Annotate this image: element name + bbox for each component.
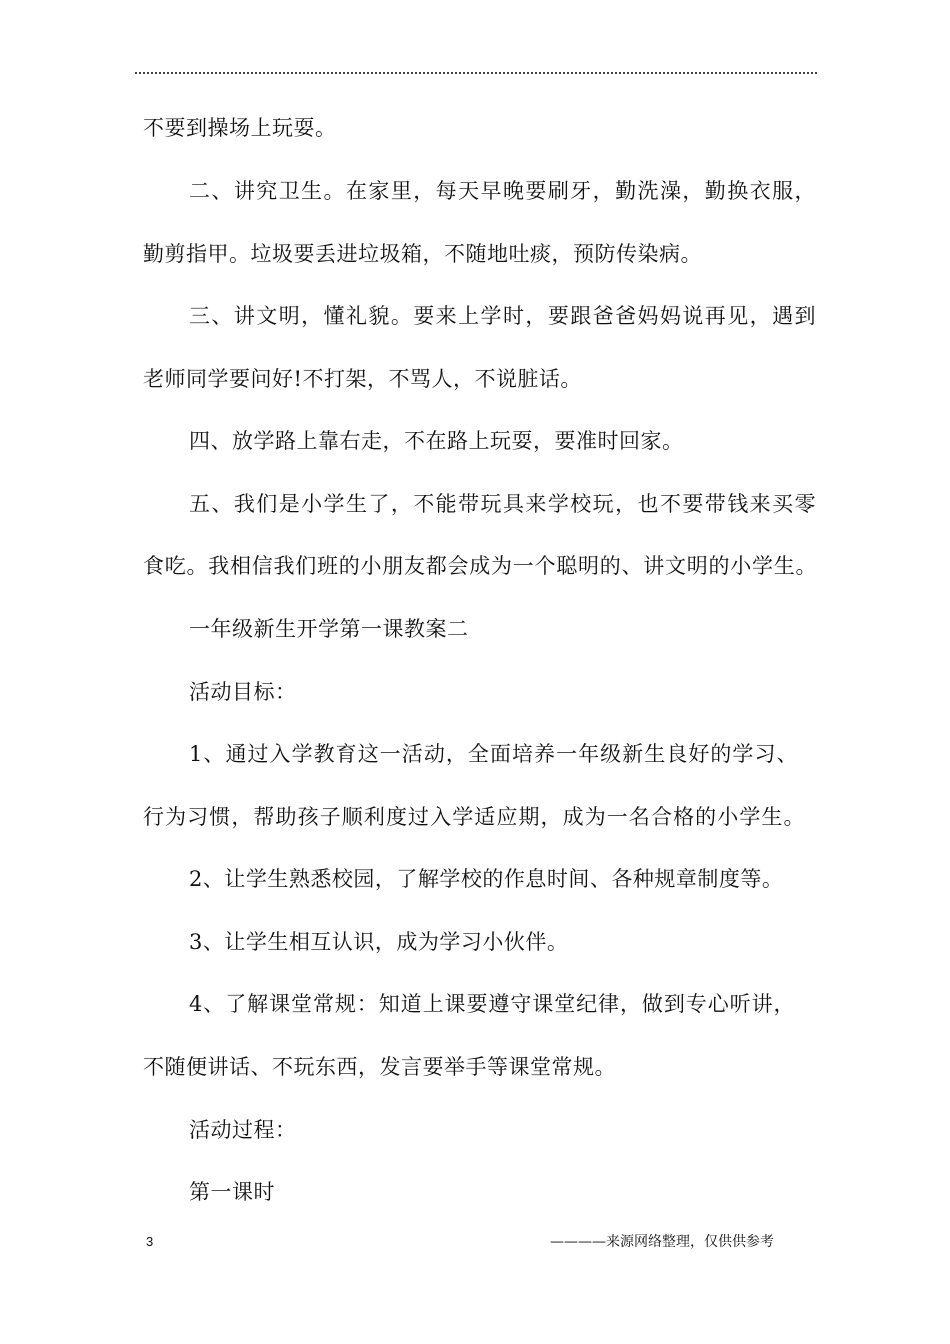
text-line: 行为习惯，帮助孩子顺利度过入学适应期，成为一名合格的小学生。 (143, 805, 805, 829)
text-line: 1、通过入学教育这一活动，全面培养一年级新生良好的学习、 (189, 742, 798, 766)
subheading: 活动目标： (189, 680, 297, 704)
header-rule (135, 72, 817, 74)
text-line: 2、让学生熟悉校园，了解学校的作息时间、各种规章制度等。 (189, 867, 784, 891)
footer-note: ————来源网络整理，仅供供参考 (550, 1234, 774, 1250)
subheading: 活动过程： (189, 1118, 297, 1142)
page-number: 3 (146, 1234, 154, 1249)
text-line: 食吃。我相信我们班的小朋友都会成为一个聪明的、讲文明的小学生。 (143, 554, 817, 578)
text-line: 3、让学生相互认识，成为学习小伙伴。 (189, 930, 569, 954)
section-heading: 一年级新生开学第一课教案二 (189, 617, 469, 641)
text-line: 二、讲究卫生。在家里，每天早晚要刷牙，勤洗澡，勤换衣服， (189, 179, 816, 203)
text-line: 老师同学要问好!不打架，不骂人，不说脏话。 (143, 367, 582, 391)
text-line: 勤剪指甲。垃圾要丢进垃圾箱，不随地吐痰，预防传染病。 (143, 242, 702, 266)
text-line: 不要到操场上玩耍。 (143, 116, 337, 140)
subheading: 第一课时 (189, 1180, 275, 1204)
text-line: 四、放学路上靠右走，不在路上玩耍，要准时回家。 (189, 429, 684, 453)
text-line: 4、了解课堂常规：知道上课要遵守课堂纪律，做到专心听讲， (189, 992, 795, 1016)
text-line: 三、讲文明，懂礼貌。要来上学时，要跟爸爸妈妈说再见，遇到 (189, 304, 816, 328)
text-line: 五、我们是小学生了，不能带玩具来学校玩，也不要带钱来买零 (189, 492, 816, 516)
text-line: 不随便讲话、不玩东西，发言要举手等课堂常规。 (143, 1055, 616, 1079)
